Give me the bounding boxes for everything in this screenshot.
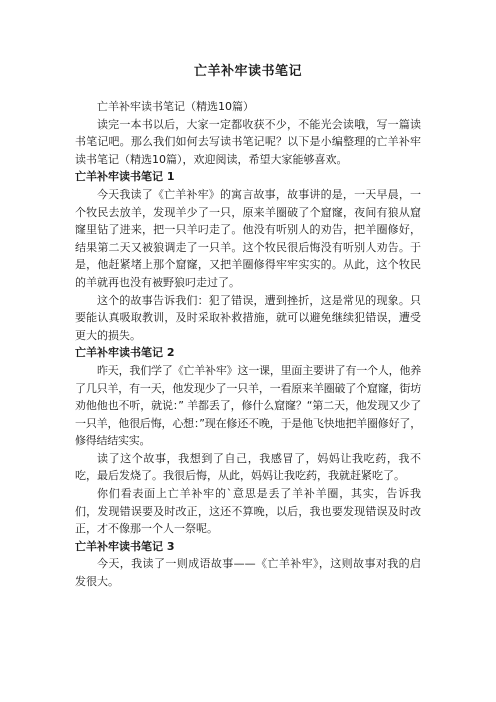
section-2 — [75, 344, 421, 538]
intro-subtitle: 亡羊补牢读书笔记（精选10篇） — [97, 100, 254, 113]
document-title: 亡羊补牢读书笔记 — [193, 64, 302, 79]
section-paragraph: 昨天，我们学了《亡羊补牢》这一课，里面主要讲了有一个人，他养了几只羊，有一天，他发现少了一只羊，一看原来羊圈破了个窟窿，街坊劝他他也不听，就说：” 羊都丢了，修什么窟窿？“第二天，他发现又少了一只羊，他很后悔，心想：”现在修还不晚，于是他飞快地把羊圈修好了，修得结结实实。 — [75, 363, 421, 448]
section-1 — [75, 168, 421, 344]
section-3 — [75, 538, 421, 591]
section-paragraph: 你们看表面上亡羊补牢的`意思是丢了羊补羊圈，其实，告诉我们，发现错误要及时改正，这还不算晚，以后，我也要发现错误及时改正，才不像那一个人一祭呢。 — [75, 487, 421, 536]
intro-paragraph: 读完一本书以后，大家一定都收获不少，不能光会读哦，写一篇读书笔记吧。那么我们如何去写读书笔记呢？以下是小编整理的亡羊补牢读书笔记（精选10篇），欢迎阅读，希望大家能够喜欢。 — [75, 117, 421, 166]
section-heading: 亡羊补牢读书笔记 2 — [75, 346, 175, 360]
section-paragraph: 今天，我读了一则成语故事——《亡羊补牢》，这则故事对我的启发很大。 — [75, 557, 421, 589]
section-heading: 亡羊补牢读书笔记 1 — [75, 170, 175, 184]
section-paragraph: 今天我读了《亡羊补牢》的寓言故事，故事讲的是，一天早晨，一个牧民去放羊，发现羊少了一只，原来羊圈破了个窟窿，夜间有狼从窟窿里钻了进来，把一只羊叼走了。他没有听别人的劝告，把羊圈修好，结果第二天又被狼调走了一只羊。这个牧民很后悔没有听别人劝告。于是，他赶紧堵上那个窟窿，又把羊圈修得牢牢实实的。从此，这个牧民的羊就再也没有被野狼叼走过了。 — [75, 187, 421, 289]
section-paragraph: 这个的故事告诉我们：犯了错误，遭到挫折，这是常见的现象。只要能认真吸取教训，及时采取补救措施，就可以避免继续犯错误，遭受更大的损失。 — [75, 293, 421, 342]
section-heading: 亡羊补牢读书笔记 3 — [75, 539, 175, 553]
section-paragraph: 读了这个故事，我想到了自己，我感冒了，妈妈让我吃药，我不吃，最后发烧了。我很后悔，从此，妈妈让我吃药，我就赶紧吃了。 — [75, 451, 421, 483]
